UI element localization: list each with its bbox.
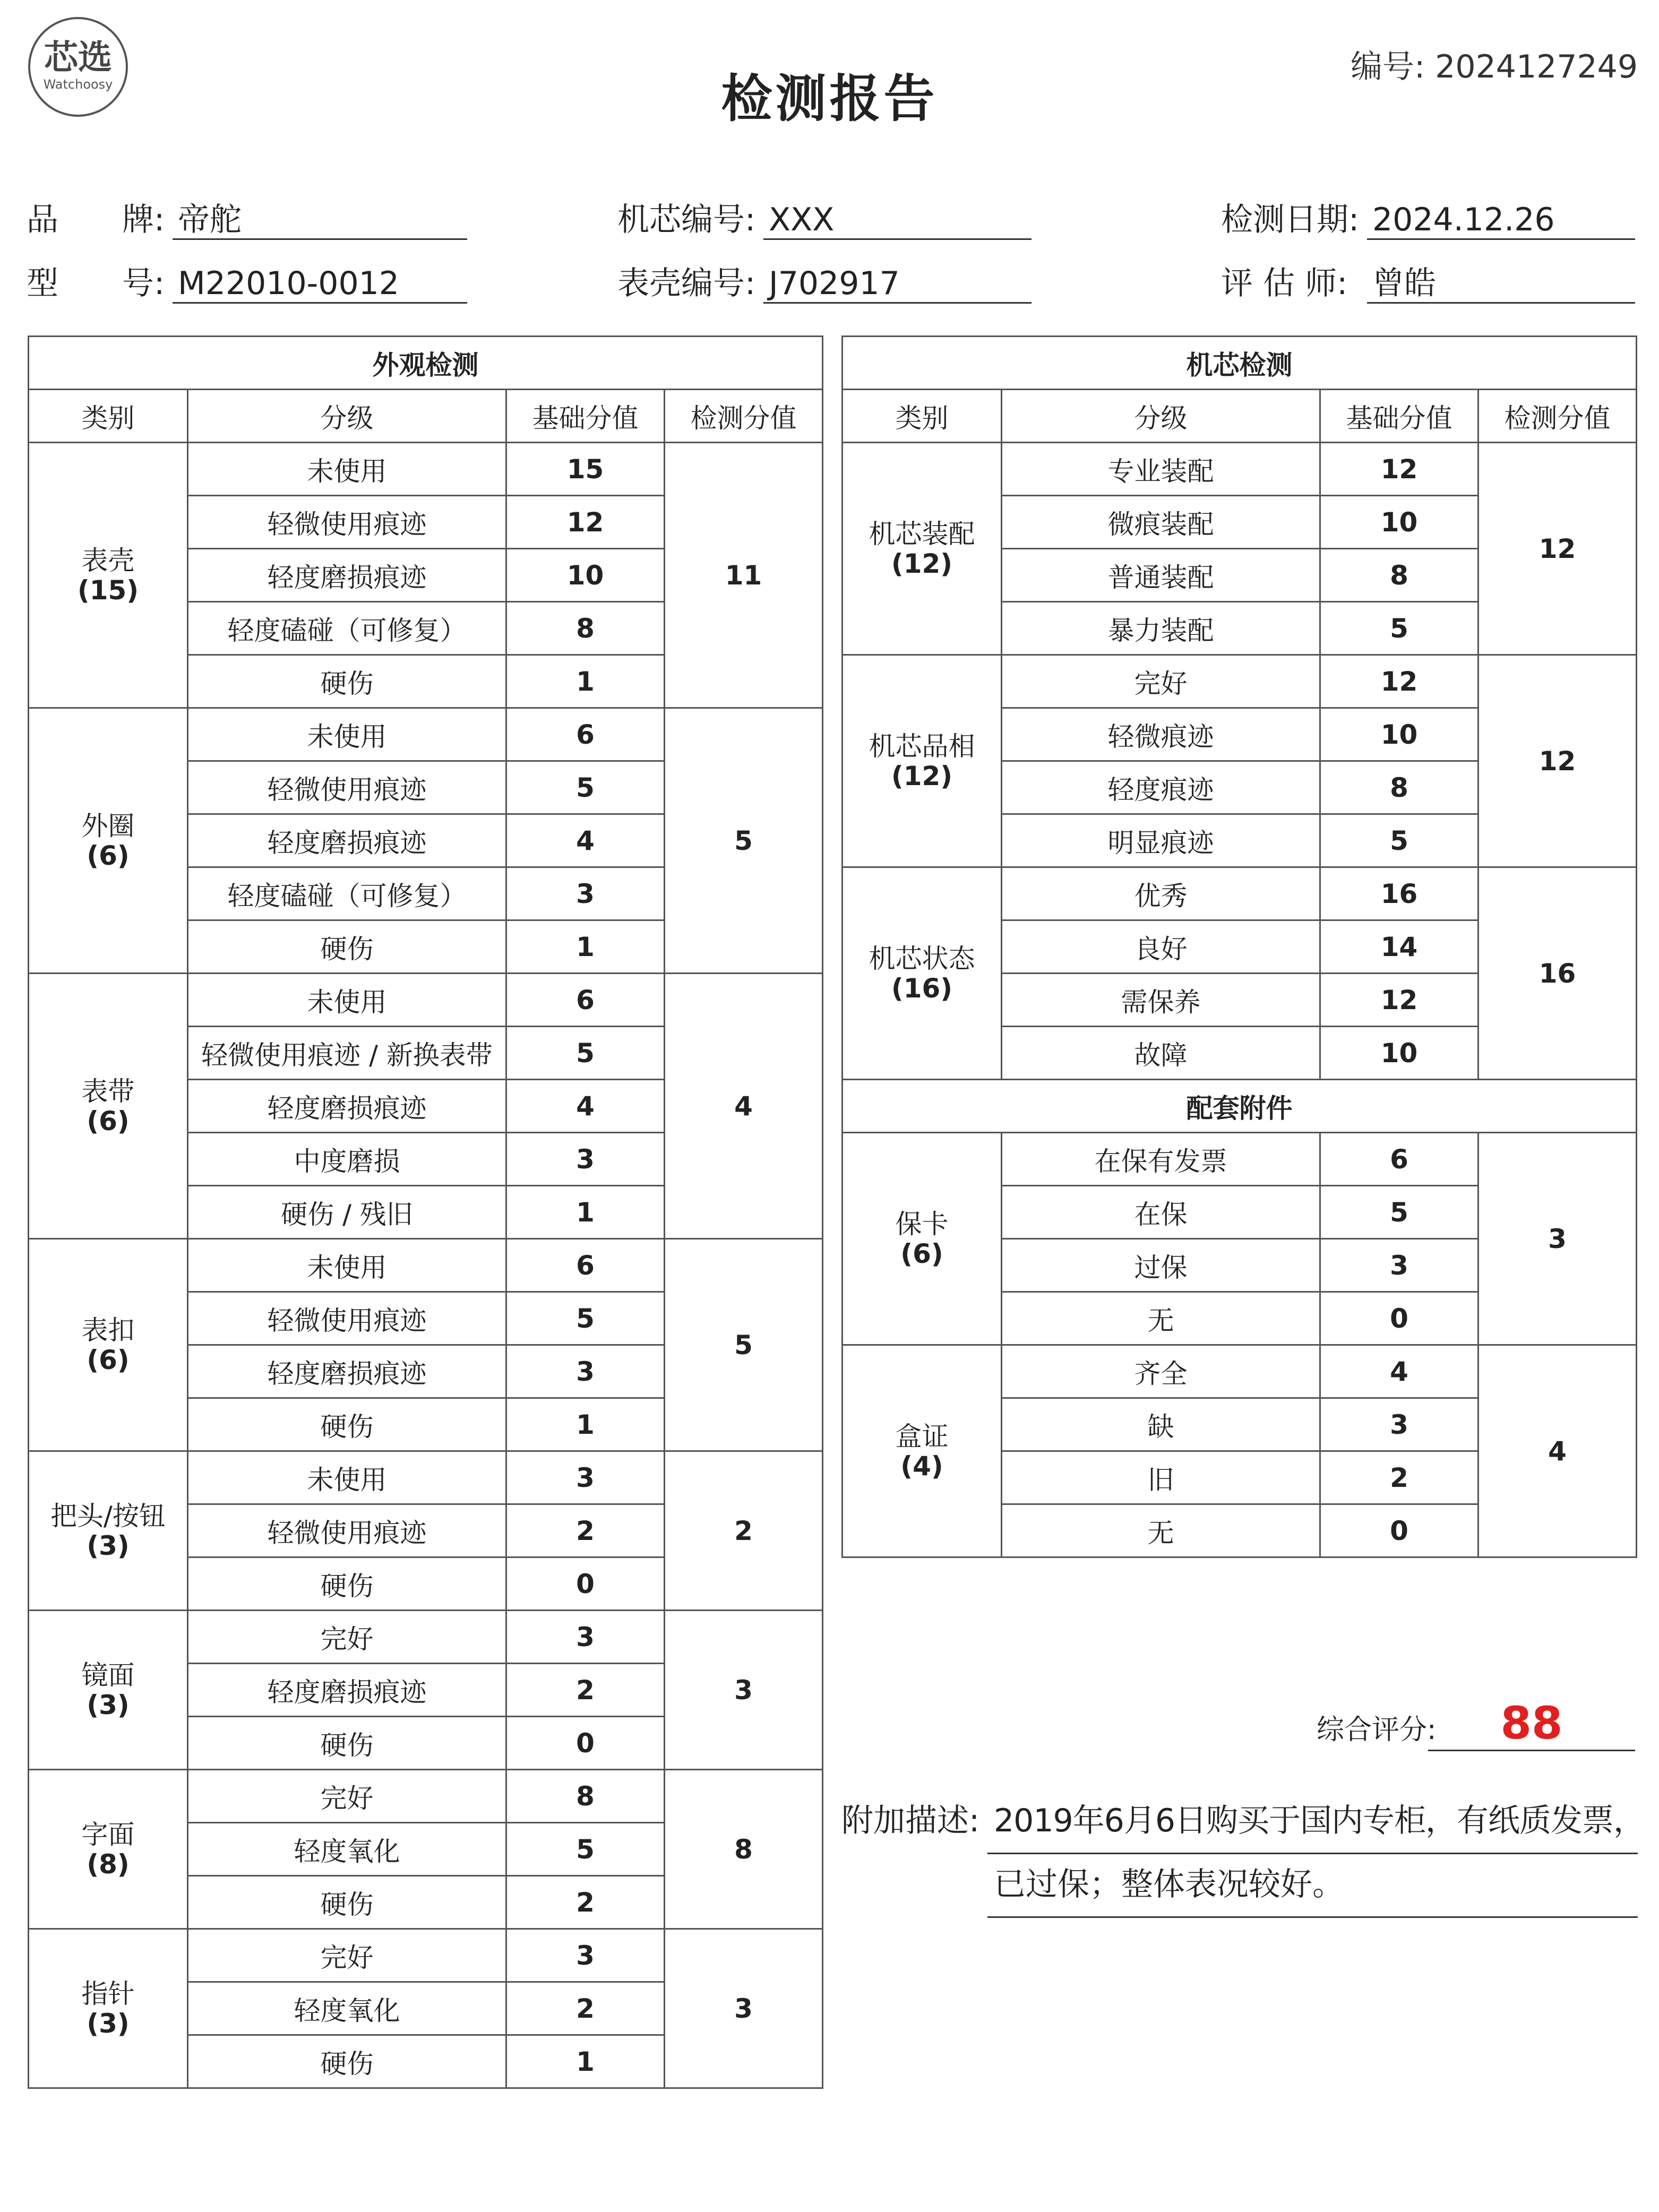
grade-cell: 轻度磨损痕迹 xyxy=(188,1080,506,1133)
base-score-cell: 1 xyxy=(506,920,665,974)
base-score-cell: 8 xyxy=(1320,761,1479,814)
case-number-value: J702917 xyxy=(763,262,1031,304)
grade-cell: 完好 xyxy=(188,1611,506,1664)
overall-score-value: 88 xyxy=(1428,1697,1635,1751)
grade-cell: 完好 xyxy=(188,1929,506,1982)
base-score-cell: 15 xyxy=(506,443,665,496)
grade-cell: 硬伤 xyxy=(188,1557,506,1611)
section-header-row xyxy=(843,1080,1637,1133)
grade-cell: 轻度磨损痕迹 xyxy=(188,1345,506,1398)
base-score-cell: 3 xyxy=(506,1611,665,1664)
base-score-cell: 4 xyxy=(506,1080,665,1133)
base-score-cell: 12 xyxy=(506,496,665,549)
base-score-cell: 3 xyxy=(1320,1239,1479,1292)
grade-cell: 硬伤 xyxy=(188,1876,506,1929)
base-score-cell: 8 xyxy=(1320,549,1479,602)
base-score-cell: 5 xyxy=(506,1292,665,1345)
category-max-score: (4) xyxy=(900,1450,943,1482)
category-max-score: (15) xyxy=(77,574,139,606)
movement-number-label: 机芯编号: xyxy=(617,201,756,238)
category-max-score: (6) xyxy=(900,1238,943,1269)
grade-cell: 优秀 xyxy=(1002,867,1320,920)
grade-cell: 轻微使用痕迹 xyxy=(188,496,506,549)
appraiser-value: 曾皓 xyxy=(1367,262,1635,304)
inspection-date-field xyxy=(1221,199,1635,241)
base-score-cell: 2 xyxy=(506,1664,665,1717)
category-name: 机芯状态 xyxy=(869,943,975,974)
grade-cell: 未使用 xyxy=(188,1451,506,1504)
category-name: 表壳 xyxy=(81,545,135,576)
base-score-cell: 6 xyxy=(1320,1133,1479,1186)
grade-cell: 在保 xyxy=(1002,1186,1320,1239)
base-score-cell: 10 xyxy=(506,549,665,602)
category-max-score: (6) xyxy=(87,840,130,871)
category-cell xyxy=(29,1929,188,2088)
category-cell xyxy=(843,867,1002,1080)
base-score-cell: 1 xyxy=(506,2035,665,2088)
inspection-score-cell: 3 xyxy=(665,1929,823,2088)
grade-cell: 旧 xyxy=(1002,1451,1320,1504)
table-row xyxy=(29,443,823,496)
base-score-cell: 3 xyxy=(506,867,665,920)
base-score-cell: 16 xyxy=(1320,867,1479,920)
grade-cell: 微痕装配 xyxy=(1002,496,1320,549)
category-name: 表扣 xyxy=(81,1314,135,1346)
column-header-base: 基础分值 xyxy=(1320,390,1479,443)
brand-field xyxy=(27,199,441,241)
grade-cell: 在保有发票 xyxy=(1002,1133,1320,1186)
inspection-score-cell: 12 xyxy=(1479,655,1637,867)
inspection-score-cell: 12 xyxy=(1479,443,1637,655)
brand-value: 帝舵 xyxy=(173,199,467,240)
column-header-score: 检测分值 xyxy=(1479,390,1637,443)
category-max-score: (8) xyxy=(87,1848,130,1880)
category-cell xyxy=(29,443,188,708)
category-name: 把头/按钮 xyxy=(50,1500,166,1531)
grade-cell: 轻微痕迹 xyxy=(1002,708,1320,761)
model-field xyxy=(27,262,441,305)
base-score-cell: 5 xyxy=(1320,814,1479,867)
category-name: 指针 xyxy=(81,1978,135,2009)
inspection-score-cell: 16 xyxy=(1479,867,1637,1080)
grade-cell: 未使用 xyxy=(188,1239,506,1292)
inspection-score-cell: 8 xyxy=(665,1770,823,1929)
grade-cell: 硬伤 xyxy=(188,920,506,974)
base-score-cell: 6 xyxy=(506,708,665,761)
inspection-score-cell: 5 xyxy=(665,708,823,974)
category-cell xyxy=(843,1133,1002,1345)
inspection-score-cell: 11 xyxy=(665,443,823,708)
category-max-score: (12) xyxy=(891,760,953,791)
column-header-category: 类别 xyxy=(29,390,188,443)
appraiser-label: 评 估 师: xyxy=(1221,265,1348,302)
base-score-cell: 12 xyxy=(1320,443,1479,496)
base-score-cell: 5 xyxy=(1320,1186,1479,1239)
description-label: 附加描述: xyxy=(841,1802,980,1839)
category-max-score: (3) xyxy=(87,1530,130,1561)
category-name: 字面 xyxy=(81,1819,135,1850)
category-name: 盒证 xyxy=(895,1421,949,1452)
table-row xyxy=(843,867,1637,920)
base-score-cell: 4 xyxy=(1320,1345,1479,1398)
base-score-cell: 2 xyxy=(506,1876,665,1929)
grade-cell: 轻度磨损痕迹 xyxy=(188,549,506,602)
table-row xyxy=(29,1929,823,1982)
category-cell xyxy=(29,1611,188,1770)
table-row xyxy=(843,1133,1637,1186)
report-number xyxy=(1351,41,1638,87)
grade-cell: 硬伤 / 残旧 xyxy=(188,1186,506,1239)
table-row xyxy=(843,1345,1637,1398)
column-header-category: 类别 xyxy=(843,390,1002,443)
category-name: 表带 xyxy=(81,1075,135,1107)
grade-cell: 需保养 xyxy=(1002,974,1320,1027)
description-line-2: 已过保；整体表况较好。 xyxy=(987,1853,1638,1918)
base-score-cell: 3 xyxy=(506,1451,665,1504)
table-row xyxy=(29,1770,823,1823)
section-title: 配套附件 xyxy=(843,1080,1637,1133)
base-score-cell: 4 xyxy=(506,814,665,867)
inspection-score-cell: 3 xyxy=(665,1611,823,1770)
grade-cell: 硬伤 xyxy=(188,1398,506,1451)
additional-description xyxy=(841,1789,1645,1916)
base-score-cell: 3 xyxy=(506,1133,665,1186)
category-max-score: (3) xyxy=(87,1689,130,1720)
base-score-cell: 10 xyxy=(1320,708,1479,761)
grade-cell: 暴力装配 xyxy=(1002,602,1320,655)
grade-cell: 普通装配 xyxy=(1002,549,1320,602)
category-cell xyxy=(843,443,1002,655)
column-header-grade: 分级 xyxy=(1002,390,1320,443)
column-header-grade: 分级 xyxy=(188,390,506,443)
grade-cell: 良好 xyxy=(1002,920,1320,974)
grade-cell: 轻度痕迹 xyxy=(1002,761,1320,814)
inspection-score-cell: 4 xyxy=(665,974,823,1239)
grade-cell: 无 xyxy=(1002,1504,1320,1557)
base-score-cell: 12 xyxy=(1320,655,1479,708)
movement-inspection-table xyxy=(841,335,1637,1558)
base-score-cell: 0 xyxy=(506,1717,665,1770)
base-score-cell: 3 xyxy=(506,1929,665,1982)
grade-cell: 轻微使用痕迹 xyxy=(188,1504,506,1557)
model-value: M22010-0012 xyxy=(173,262,467,304)
case-number-label: 表壳编号: xyxy=(617,265,756,302)
column-header-score: 检测分值 xyxy=(665,390,823,443)
base-score-cell: 10 xyxy=(1320,496,1479,549)
grade-cell: 明显痕迹 xyxy=(1002,814,1320,867)
grade-cell: 轻度磨损痕迹 xyxy=(188,814,506,867)
category-max-score: (3) xyxy=(87,2008,130,2039)
grade-cell: 轻度磕碰（可修复） xyxy=(188,867,506,920)
base-score-cell: 5 xyxy=(506,1027,665,1080)
appraiser-field xyxy=(1221,262,1635,305)
table-row xyxy=(29,1611,823,1664)
grade-cell: 轻度氧化 xyxy=(188,1982,506,2035)
base-score-cell: 5 xyxy=(1320,602,1479,655)
table-row xyxy=(29,974,823,1027)
category-cell xyxy=(843,1345,1002,1557)
base-score-cell: 3 xyxy=(506,1345,665,1398)
brand-label: 品 牌: xyxy=(27,201,165,238)
category-max-score: (6) xyxy=(87,1344,130,1375)
base-score-cell: 2 xyxy=(506,1504,665,1557)
category-cell xyxy=(29,708,188,974)
category-name: 机芯品相 xyxy=(869,730,975,762)
base-score-cell: 3 xyxy=(1320,1398,1479,1451)
grade-cell: 未使用 xyxy=(188,708,506,761)
grade-cell: 轻度磕碰（可修复） xyxy=(188,602,506,655)
grade-cell: 硬伤 xyxy=(188,2035,506,2088)
page-title: 检测报告 xyxy=(721,69,938,128)
base-score-cell: 5 xyxy=(506,1823,665,1876)
category-cell xyxy=(29,1239,188,1451)
report-number-value: 2024127249 xyxy=(1435,48,1638,85)
category-cell xyxy=(843,655,1002,867)
base-score-cell: 0 xyxy=(1320,1292,1479,1345)
section-title: 外观检测 xyxy=(29,337,823,390)
grade-cell: 未使用 xyxy=(188,443,506,496)
base-score-cell: 2 xyxy=(1320,1451,1479,1504)
table-row xyxy=(29,708,823,761)
model-label: 型 号: xyxy=(27,265,165,302)
logo-text: 芯选 xyxy=(44,38,112,78)
inspection-score-cell: 3 xyxy=(1479,1133,1637,1345)
grade-cell: 轻微使用痕迹 xyxy=(188,1292,506,1345)
base-score-cell: 1 xyxy=(506,655,665,708)
category-max-score: (16) xyxy=(891,972,953,1004)
category-cell xyxy=(29,1451,188,1611)
category-name: 保卡 xyxy=(895,1208,949,1240)
grade-cell: 完好 xyxy=(1002,655,1320,708)
logo-subtext: Watchoosy xyxy=(43,77,113,92)
grade-cell: 轻度磨损痕迹 xyxy=(188,1664,506,1717)
movement-number-value: XXX xyxy=(763,199,1031,240)
base-score-cell: 6 xyxy=(506,1239,665,1292)
case-number-field xyxy=(617,262,1031,305)
category-name: 外圈 xyxy=(81,810,135,841)
overall-score-label: 综合评分: xyxy=(1317,1714,1437,1746)
section-header-row xyxy=(843,337,1637,390)
base-score-cell: 1 xyxy=(506,1186,665,1239)
section-title: 机芯检测 xyxy=(843,337,1637,390)
inspection-date-label: 检测日期: xyxy=(1221,201,1360,238)
grade-cell: 轻微使用痕迹 / 新换表带 xyxy=(188,1027,506,1080)
base-score-cell: 10 xyxy=(1320,1027,1479,1080)
movement-number-field xyxy=(617,199,1031,241)
grade-cell: 无 xyxy=(1002,1292,1320,1345)
category-cell xyxy=(29,1770,188,1929)
column-header-row xyxy=(843,390,1637,443)
grade-cell: 缺 xyxy=(1002,1398,1320,1451)
base-score-cell: 12 xyxy=(1320,974,1479,1027)
section-header-row xyxy=(29,337,823,390)
category-name: 镜面 xyxy=(81,1659,135,1691)
inspection-score-cell: 4 xyxy=(1479,1345,1637,1557)
inspection-score-cell: 5 xyxy=(665,1239,823,1451)
grade-cell: 故障 xyxy=(1002,1027,1320,1080)
base-score-cell: 8 xyxy=(506,602,665,655)
grade-cell: 未使用 xyxy=(188,974,506,1027)
inspection-date-value: 2024.12.26 xyxy=(1367,199,1635,240)
category-cell xyxy=(29,974,188,1239)
grade-cell: 齐全 xyxy=(1002,1345,1320,1398)
table-row xyxy=(29,1451,823,1504)
column-header-base: 基础分值 xyxy=(506,390,665,443)
base-score-cell: 0 xyxy=(1320,1504,1479,1557)
grade-cell: 轻微使用痕迹 xyxy=(188,761,506,814)
inspection-score-cell: 2 xyxy=(665,1451,823,1611)
base-score-cell: 0 xyxy=(506,1557,665,1611)
category-name: 机芯装配 xyxy=(869,518,975,549)
base-score-cell: 1 xyxy=(506,1398,665,1451)
grade-cell: 硬伤 xyxy=(188,655,506,708)
base-score-cell: 14 xyxy=(1320,920,1479,974)
table-row xyxy=(843,655,1637,708)
description-line-1: 2019年6月6日购买于国内专柜，有纸质发票， xyxy=(987,1789,1638,1854)
base-score-cell: 6 xyxy=(506,974,665,1027)
table-row xyxy=(843,443,1637,496)
base-score-cell: 8 xyxy=(506,1770,665,1823)
appearance-inspection-table xyxy=(28,335,823,2089)
category-max-score: (12) xyxy=(891,548,953,579)
category-max-score: (6) xyxy=(87,1105,130,1137)
base-score-cell: 5 xyxy=(506,761,665,814)
grade-cell: 专业装配 xyxy=(1002,443,1320,496)
grade-cell: 完好 xyxy=(188,1770,506,1823)
table-row xyxy=(29,1239,823,1292)
overall-score xyxy=(1317,1697,1635,1750)
grade-cell: 轻度氧化 xyxy=(188,1823,506,1876)
report-number-label: 编号: xyxy=(1350,48,1425,85)
grade-cell: 过保 xyxy=(1002,1239,1320,1292)
column-header-row xyxy=(29,390,823,443)
base-score-cell: 2 xyxy=(506,1982,665,2035)
grade-cell: 硬伤 xyxy=(188,1717,506,1770)
grade-cell: 中度磨损 xyxy=(188,1133,506,1186)
